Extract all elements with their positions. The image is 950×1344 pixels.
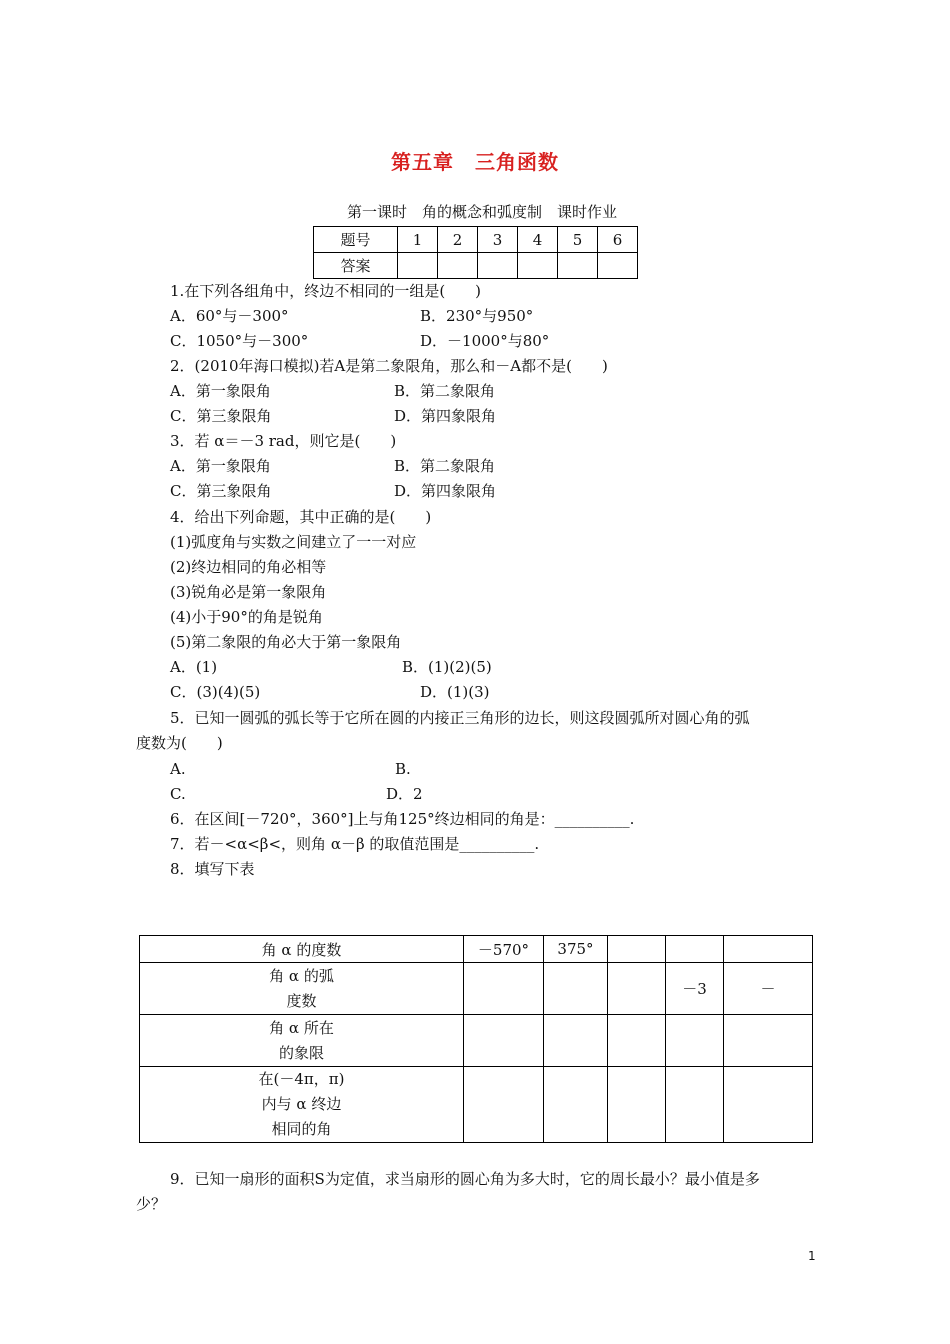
answer-cell bbox=[398, 253, 438, 279]
question-number: 4 bbox=[518, 227, 558, 253]
option-b: B．(1)(2)(5) bbox=[402, 658, 492, 676]
table-cell bbox=[544, 963, 608, 1015]
question-8: 8．填写下表 bbox=[155, 860, 255, 878]
table-cell bbox=[608, 1067, 666, 1143]
table-cell: －3 bbox=[666, 963, 724, 1015]
question-5-continued: 度数为( ) bbox=[136, 734, 223, 752]
option-a: A．第一象限角 bbox=[170, 382, 271, 400]
option-a: A. bbox=[170, 760, 186, 778]
option-c: C．(3)(4)(5) bbox=[170, 683, 261, 701]
table-row bbox=[140, 1015, 813, 1067]
option-c: C．第三象限角 bbox=[170, 407, 272, 425]
table-cell: －570° bbox=[464, 936, 544, 963]
table-row bbox=[140, 1067, 813, 1143]
answer-cell bbox=[598, 253, 638, 279]
option-a: A．(1) bbox=[170, 658, 218, 676]
table-cell: － bbox=[724, 963, 813, 1015]
question-number: 6 bbox=[598, 227, 638, 253]
table-header-cell: 题号 bbox=[314, 227, 398, 253]
option-c: C．1050°与－300° bbox=[170, 332, 309, 350]
option-d: D．2 bbox=[386, 785, 423, 803]
option-b: B. bbox=[395, 760, 411, 778]
table-cell bbox=[464, 963, 544, 1015]
table-cell bbox=[666, 936, 724, 963]
proposition: (4)小于90°的角是锐角 bbox=[170, 608, 323, 626]
table-cell bbox=[464, 1067, 544, 1143]
table-header-cell: 答案 bbox=[314, 253, 398, 279]
question-9: 9．已知一扇形的面积S为定值，求当扇形的圆心角为多大时，它的周长最小？最小值是多 bbox=[155, 1170, 760, 1188]
question-number: 5 bbox=[558, 227, 598, 253]
table-cell bbox=[666, 1015, 724, 1067]
table-cell bbox=[608, 1015, 666, 1067]
option-d: D．第四象限角 bbox=[394, 482, 497, 500]
answer-cell bbox=[438, 253, 478, 279]
table-cell bbox=[608, 936, 666, 963]
question-1: 1.在下列各组角中，终边不相同的一组是( ) bbox=[170, 282, 482, 300]
table-row bbox=[140, 963, 813, 1015]
answer-table bbox=[313, 226, 638, 279]
proposition: (1)弧度角与实数之间建立了一一对应 bbox=[170, 533, 417, 551]
answer-cell bbox=[518, 253, 558, 279]
table-cell bbox=[608, 963, 666, 1015]
question-3: 3．若 α＝－3 rad，则它是( ) bbox=[170, 432, 397, 450]
table-row bbox=[140, 936, 813, 963]
table-cell bbox=[724, 1067, 813, 1143]
row-header: 角 α 所在 的象限 bbox=[140, 1015, 464, 1067]
row-header: 角 α 的度数 bbox=[140, 936, 464, 963]
option-a: A．60°与－300° bbox=[170, 307, 289, 325]
fill-table bbox=[139, 935, 813, 1143]
proposition: (5)第二象限的角必大于第一象限角 bbox=[170, 633, 402, 651]
proposition: (3)锐角必是第一象限角 bbox=[170, 583, 327, 601]
question-number: 2 bbox=[438, 227, 478, 253]
option-c: C．第三象限角 bbox=[170, 482, 272, 500]
table-row bbox=[314, 227, 638, 253]
table-cell bbox=[666, 1067, 724, 1143]
table-cell bbox=[724, 936, 813, 963]
option-a: A．第一象限角 bbox=[170, 457, 271, 475]
option-b: B．230°与950° bbox=[420, 307, 534, 325]
answer-cell bbox=[558, 253, 598, 279]
table-cell: 375° bbox=[544, 936, 608, 963]
page-number: 1 bbox=[808, 1249, 816, 1263]
option-b: B．第二象限角 bbox=[394, 382, 496, 400]
question-6: 6．在区间[－720°，360°]上与角125°终边相同的角是：__________. bbox=[155, 810, 635, 828]
question-5: 5．已知一圆弧的弧长等于它所在圆的内接正三角形的边长，则这段圆弧所对圆心角的弧 bbox=[155, 709, 750, 727]
option-d: D．－1000°与80° bbox=[420, 332, 550, 350]
option-d: D．第四象限角 bbox=[394, 407, 497, 425]
question-number: 1 bbox=[398, 227, 438, 253]
table-row bbox=[314, 253, 638, 279]
question-7: 7．若－<α<β<，则角 α－β 的取值范围是__________. bbox=[155, 835, 540, 853]
table-cell bbox=[544, 1067, 608, 1143]
table-cell bbox=[464, 1015, 544, 1067]
table-cell bbox=[544, 1015, 608, 1067]
answer-cell bbox=[478, 253, 518, 279]
question-4: 4．给出下列命题，其中正确的是( ) bbox=[170, 508, 432, 526]
table-cell bbox=[724, 1015, 813, 1067]
question-2: 2．(2010年海口模拟)若A是第二象限角，那么和－A都不是( ) bbox=[170, 357, 608, 375]
row-header: 角 α 的弧 度数 bbox=[140, 963, 464, 1015]
proposition: (2)终边相同的角必相等 bbox=[170, 558, 327, 576]
option-b: B．第二象限角 bbox=[394, 457, 496, 475]
option-c: C. bbox=[170, 785, 186, 803]
page-title: 第五章 三角函数 bbox=[391, 150, 559, 174]
row-header: 在(－4π，π) 内与 α 终边 相同的角 bbox=[140, 1067, 464, 1143]
lesson-subtitle: 第一课时 角的概念和弧度制 课时作业 bbox=[347, 203, 618, 221]
question-number: 3 bbox=[478, 227, 518, 253]
option-d: D．(1)(3) bbox=[420, 683, 490, 701]
question-9-continued: 少？ bbox=[136, 1195, 167, 1213]
